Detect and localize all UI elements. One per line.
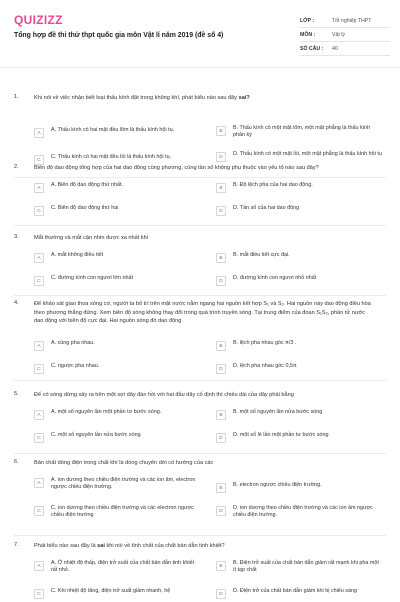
- option-text: C. Khi nhiệt độ tăng, điện trở suất giảm nhanh, hệ: [51, 588, 171, 594]
- option-text: D. Tần số của hai dao động: [233, 205, 300, 211]
- option-text: D. Điện trở của chất bán dẫn giảm khi bị chiếu sáng: [233, 588, 357, 594]
- question-separator: [14, 177, 386, 178]
- option-text: C. ngược pha nhau.: [51, 363, 100, 369]
- question-separator: [14, 295, 386, 296]
- option-letter: A: [34, 253, 44, 263]
- question-number: 7.: [14, 542, 19, 548]
- question-text-part: Phát biểu nào sau đây là: [34, 543, 98, 549]
- option-letter: A: [34, 183, 44, 193]
- option-c[interactable]: [34, 205, 201, 219]
- option-letter: D: [216, 506, 226, 516]
- option-text: B. Thấu kính có một mặt lõm, một mặt phẳng là thấu kính phân kỳ: [233, 125, 371, 139]
- option-c[interactable]: [34, 363, 201, 377]
- meta-value: Vật lý: [332, 31, 345, 38]
- option-letter: B: [216, 410, 226, 420]
- option-text: C. Thấu kính có hai mặt đều lồi là thấu kính hội tụ.: [51, 154, 172, 160]
- option-c[interactable]: [34, 505, 201, 519]
- option-letter: C: [34, 276, 44, 286]
- meta-row-subject: [300, 28, 390, 42]
- option-b[interactable]: [216, 482, 383, 496]
- option-text: A. một số nguyên lần một phần tư bước sóng.: [51, 409, 162, 415]
- quizizz-logo: QUIZIZZ: [14, 13, 63, 27]
- meta-row-class: [300, 14, 390, 28]
- option-text: C. đường kính con ngươi lớn nhất: [51, 275, 133, 281]
- option-a[interactable]: [34, 252, 201, 266]
- option-letter: C: [34, 589, 44, 599]
- option-letter: B: [216, 126, 226, 136]
- question-number: 2.: [14, 164, 19, 170]
- option-text: D. Thấu kính có một mặt lồi, một mặt phẳng là thấu kính hội tụ: [233, 151, 382, 157]
- option-b[interactable]: [216, 560, 383, 574]
- option-text: A. ion dương theo chiều điện trường và các ion âm, electron ngược chiều điện trường.: [51, 477, 196, 491]
- option-letter: A: [34, 478, 44, 488]
- question-separator: [14, 380, 386, 381]
- question-number: 3.: [14, 234, 19, 240]
- option-letter: C: [34, 506, 44, 516]
- meta-label: SỐ CÂU :: [300, 45, 324, 52]
- option-text: B. Độ lệch pha của hai dao động.: [233, 182, 313, 188]
- page-header: [0, 0, 400, 62]
- option-text: B. mắt điều tiết cực đại.: [233, 252, 290, 258]
- option-letter: B: [216, 183, 226, 193]
- option-letter: B: [216, 253, 226, 263]
- question-separator: [14, 225, 386, 226]
- option-text: D. đường kính con ngươi nhỏ nhất: [233, 275, 317, 281]
- option-letter: D: [216, 433, 226, 443]
- question-text-part: khi nói về tính chất của chất bán dẫn tinh khiết?: [104, 543, 225, 549]
- option-text: B. một số nguyên lần nửa bước sóng: [233, 409, 323, 415]
- option-letter: B: [216, 561, 226, 571]
- option-a[interactable]: [34, 127, 201, 141]
- option-text: D. ion dương theo chiều điện trường và các ion âm ngược chiều điện trường.: [233, 505, 373, 519]
- option-text: D. một số lẻ lần một phần tư bước sóng: [233, 432, 329, 438]
- option-letter: B: [216, 483, 226, 493]
- option-c[interactable]: [34, 432, 201, 446]
- option-letter: A: [34, 128, 44, 138]
- option-b[interactable]: [216, 409, 383, 423]
- option-letter: D: [216, 364, 226, 374]
- option-a[interactable]: [34, 477, 201, 491]
- option-d[interactable]: [216, 505, 383, 519]
- option-letter: D: [216, 152, 226, 162]
- question-number: 5.: [14, 391, 19, 397]
- question-text-bold: sai: [97, 543, 105, 549]
- question-text: [34, 94, 374, 103]
- header-divider: [0, 67, 400, 68]
- option-b[interactable]: [216, 340, 383, 354]
- option-text: A. mắt không điều tiết: [51, 252, 104, 258]
- option-text: C. ion dương theo chiều điện trường và các electron ngược chiều điện trường: [51, 505, 194, 519]
- option-text: A. Thấu kính có hai mặt đều lõm là thấu kính hội tụ.: [51, 127, 175, 133]
- option-letter: A: [34, 561, 44, 571]
- meta-value: 40: [332, 45, 338, 52]
- option-letter: D: [216, 589, 226, 599]
- option-letter: C: [34, 155, 44, 165]
- option-letter: C: [34, 364, 44, 374]
- option-a[interactable]: [34, 560, 201, 574]
- meta-row-count: [300, 42, 390, 56]
- option-letter: C: [34, 206, 44, 216]
- option-text: A. cùng pha nhau.: [51, 340, 95, 346]
- option-letter: B: [216, 341, 226, 351]
- option-d[interactable]: [216, 363, 383, 377]
- question-text: Để khảo sát giao thoa sóng cơ, người ta bố trí trên mặt nước nằm ngang hai nguồn kết hợp S₁ và S₂. Hai nguồn này dao động điều hòa theo phương thẳng đứng. Xem biên độ sóng không thay đổi trong quá trình truyền sóng. Tại trung điểm của đoạn S₁S₂, phần tử nước dao động với biên độ cực đại. Hai nguồn sóng đó dao động: [34, 301, 371, 325]
- question-text: Bản chất dòng điện trong chất khí là dòng chuyển dời có hướng của các: [34, 460, 214, 466]
- option-letter: D: [216, 276, 226, 286]
- option-c[interactable]: [34, 275, 201, 289]
- option-letter: D: [216, 206, 226, 216]
- meta-table: [300, 14, 390, 56]
- option-letter: A: [34, 410, 44, 420]
- meta-label: LỚP :: [300, 17, 315, 24]
- question-text: Biên độ dao động tổng hợp của hai dao động cùng phương, cùng tần số không phụ thuộc vào yếu tố nào sau đây?: [34, 165, 319, 171]
- option-a[interactable]: [34, 182, 201, 196]
- question-number: 1.: [14, 94, 19, 100]
- option-a[interactable]: [34, 409, 201, 423]
- option-d[interactable]: [216, 205, 383, 219]
- option-b[interactable]: [216, 125, 383, 139]
- option-d[interactable]: [216, 151, 383, 165]
- option-b[interactable]: [216, 182, 383, 196]
- question-text: [34, 542, 374, 551]
- question-text: Mắt thường và mắt cận nhìn được xa nhất khi: [34, 235, 149, 241]
- option-letter: C: [34, 433, 44, 443]
- option-letter: A: [34, 341, 44, 351]
- question-number: 4.: [14, 300, 19, 306]
- question-separator: [14, 453, 386, 454]
- option-text: A. Biên độ dao động thứ nhất.: [51, 182, 123, 188]
- option-d[interactable]: [216, 275, 383, 289]
- question-text: Để có sóng dừng xảy ra trên một sợi dây đàn hồi với hai đầu dây cố định thì chiều dài của dây phải bằng: [34, 392, 294, 398]
- option-text: C. Biên độ dao động thứ hai: [51, 205, 119, 211]
- option-a[interactable]: [34, 340, 201, 354]
- question-number: 6.: [14, 459, 19, 465]
- meta-label: MÔN :: [300, 31, 316, 38]
- option-b[interactable]: [216, 252, 383, 266]
- question-text-bold: sai?: [238, 95, 250, 101]
- question-separator: [14, 535, 386, 536]
- question-text-part: Khi nói về việc nhận biết loại thấu kính đặt trong không khí, phát biểu nào sau đây: [34, 95, 239, 101]
- option-text: A. Ở nhiệt độ thấp, điện trở suất của chất bán dẫn tinh khiết rất nhỏ.: [51, 560, 195, 574]
- option-d[interactable]: [216, 432, 383, 446]
- option-text: B. lệch pha nhau góc π/3 .: [233, 340, 297, 346]
- option-text: D. lệch pha nhau góc 0,5π: [233, 363, 297, 369]
- meta-value: Tốt nghiệp THPT: [332, 17, 372, 24]
- option-text: B. electron ngược chiều điện trường.: [233, 482, 322, 488]
- option-text: C. một số nguyên lần nửa bước sóng: [51, 432, 141, 438]
- option-text: B. Điện trở suất của chất bán dẫn giảm rất mạnh khi pha một ít tạp chất: [233, 560, 379, 574]
- document-title: Tổng hợp đề thi thử thpt quốc gia môn Vật lí năm 2019 (đề số 4): [14, 32, 224, 39]
